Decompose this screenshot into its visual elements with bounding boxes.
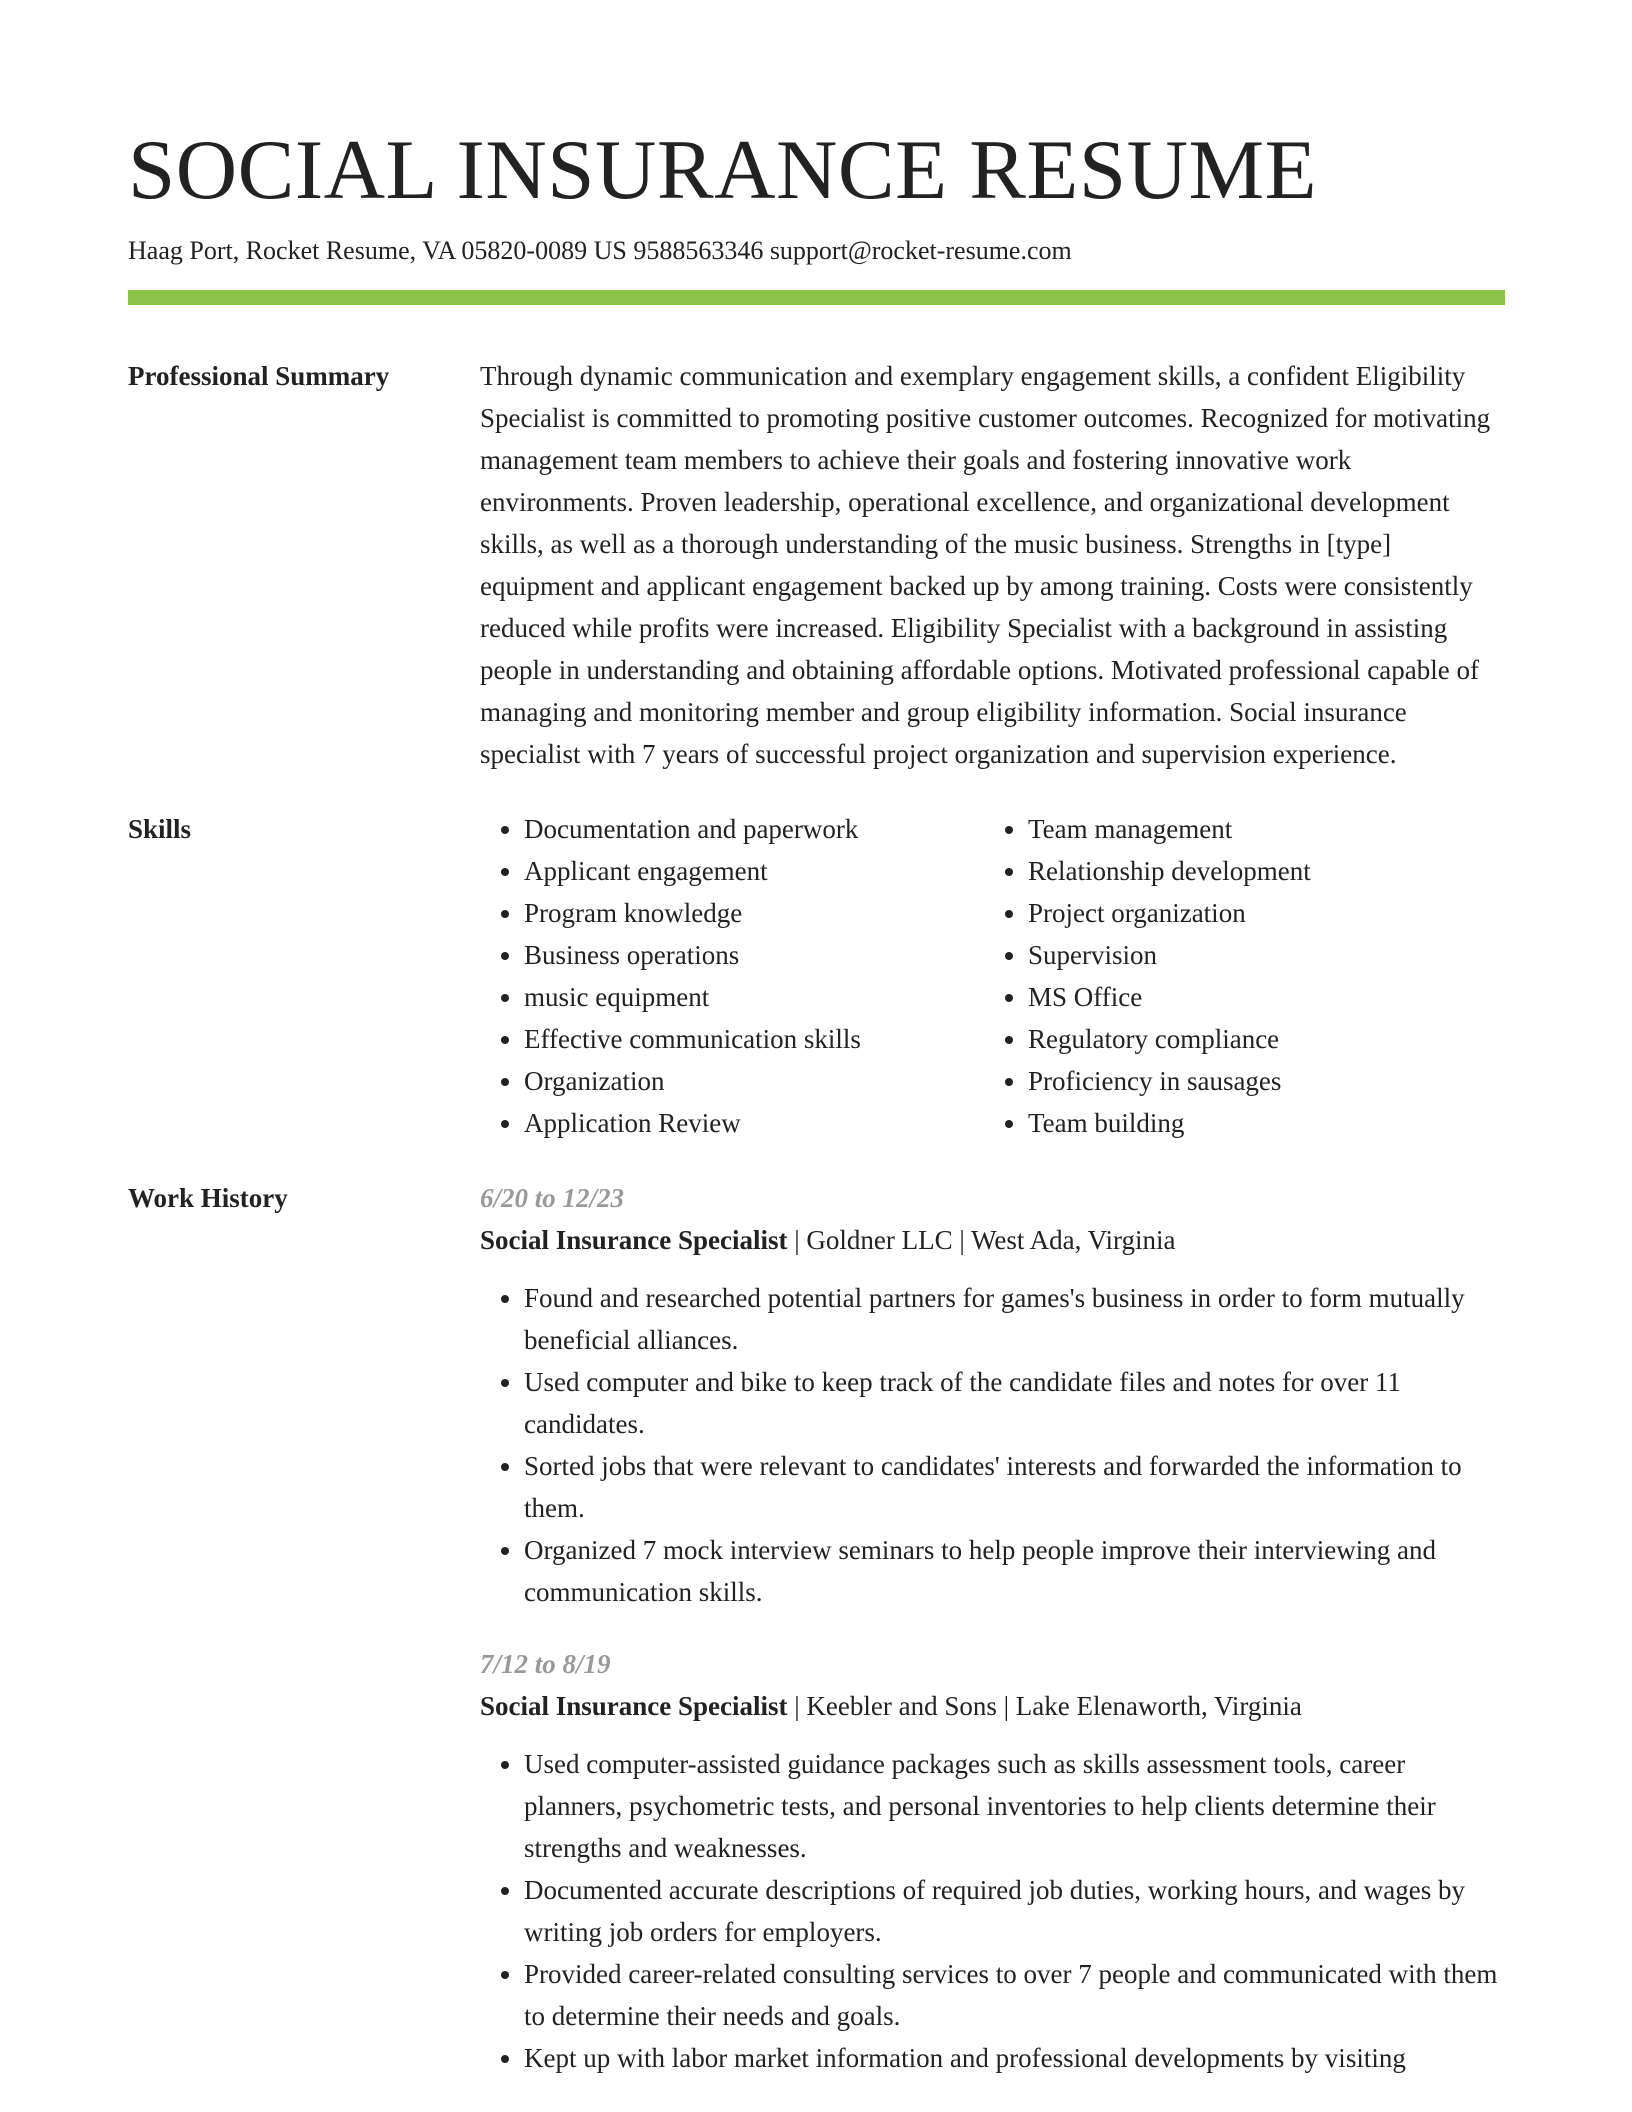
job-bullets (480, 1743, 1505, 2079)
skill-item: • Team management (1028, 808, 1488, 850)
skill-item: • Program knowledge (524, 892, 984, 934)
job-bullet: • Used computer-assisted guidance packages such as skills assessment tools, career planners, psychometric tests, and personal inventories to help clients determine their strengths and weaknesses. (524, 1743, 1505, 1869)
job-bullet: • Used computer and bike to keep track of the candidate files and notes for over 11 candidates. (524, 1361, 1505, 1445)
job-bullet: • Sorted jobs that were relevant to candidates' interests and forwarded the information to them. (524, 1445, 1505, 1529)
job-entry (480, 1643, 1505, 2079)
skills-list-right (984, 808, 1488, 1144)
skills-section (128, 808, 1505, 1144)
skill-item: • Documentation and paperwork (524, 808, 984, 850)
skills-body (480, 808, 1505, 1144)
job-bullet: • Documented accurate descriptions of required job duties, working hours, and wages by writing job orders for employers. (524, 1869, 1505, 1953)
resume-title: SOCIAL INSURANCE RESUME (128, 123, 1318, 217)
job-bullet: • Provided career-related consulting services to over 7 people and communicated with them to determine their needs and goals. (524, 1953, 1505, 2037)
job-dates: 7/12 to 8/19 (480, 1649, 611, 1679)
summary-text: Through dynamic communication and exemplary engagement skills, a confident Eligibility Specialist is committed to promoting positive customer outcomes. Recognized for motivating management team members to achieve their goals and fostering innovative work environments. Proven leadership, operational excellence, and organizational development skills, as well as a thorough understanding of the music business. Strengths in [type] equipment and applicant engagement backed up by among training. Costs were consistently reduced while profits were increased. Eligibility Specialist with a background in assisting people in understanding and obtaining affordable options. Motivated professional capable of managing and monitoring member and group eligibility information. Social insurance specialist with 7 years of successful project organization and supervision experience. (480, 361, 1491, 769)
job-title: Social Insurance Specialist (480, 1225, 788, 1255)
job-title: Social Insurance Specialist (480, 1691, 788, 1721)
skill-item: • Project organization (1028, 892, 1488, 934)
job-bullet: • Organized 7 mock interview seminars to help people improve their interviewing and communication skills. (524, 1529, 1505, 1613)
contact-phone: 9588563346 (633, 236, 770, 265)
job-heading-line (480, 1685, 1505, 1727)
job-bullet: • Found and researched potential partners for games's business in order to form mutually beneficial alliances. (524, 1277, 1505, 1361)
job-heading-line (480, 1219, 1505, 1261)
work-history-section (128, 1177, 1505, 2079)
job-bullets (480, 1277, 1505, 1613)
work-history-heading: Work History (128, 1183, 288, 1213)
skill-item: • Business operations (524, 934, 984, 976)
resume-page (128, 0, 1505, 2079)
skill-item: • MS Office (1028, 976, 1488, 1018)
work-history-body (480, 1177, 1505, 2079)
contact-address: Haag Port, Rocket Resume, VA 05820-0089 US (128, 236, 634, 265)
skill-item: • music equipment (524, 976, 984, 1018)
skill-item: • Supervision (1028, 934, 1488, 976)
skill-item: • Application Review (524, 1102, 984, 1144)
skill-item: • Proficiency in sausages (1028, 1060, 1488, 1102)
summary-section (128, 355, 1505, 775)
contact-line (128, 234, 1505, 268)
skill-item: • Applicant engagement (524, 850, 984, 892)
skills-heading: Skills (128, 814, 192, 844)
skills-columns (480, 808, 1505, 1144)
job-dates: 6/20 to 12/23 (480, 1183, 625, 1213)
skills-list-left (480, 808, 984, 1144)
skill-item: • Relationship development (1028, 850, 1488, 892)
summary-heading: Professional Summary (128, 361, 390, 391)
job-employer-location: | Keebler and Sons | Lake Elenaworth, Virginia (787, 1691, 1302, 1721)
job-bullet: • Kept up with labor market information and professional developments by visiting (524, 2037, 1505, 2079)
skill-item: • Organization (524, 1060, 984, 1102)
skill-item: • Regulatory compliance (1028, 1018, 1488, 1060)
job-entry (480, 1177, 1505, 1613)
skill-item: • Team building (1028, 1102, 1488, 1144)
job-employer-location: | Goldner LLC | West Ada, Virginia (787, 1225, 1176, 1255)
accent-divider (128, 290, 1505, 305)
contact-email: support@rocket-resume.com (769, 236, 1072, 265)
skill-item: • Effective communication skills (524, 1018, 984, 1060)
